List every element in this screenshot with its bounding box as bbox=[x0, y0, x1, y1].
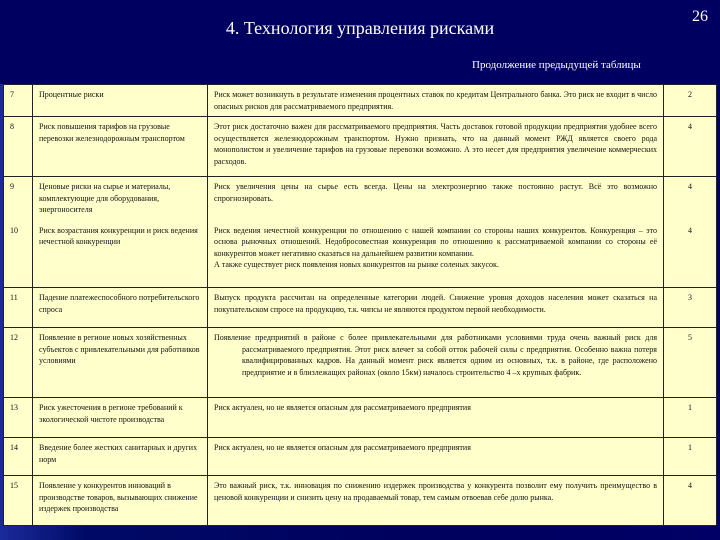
risk-name: Падение платежеспособного потребительского спроса bbox=[33, 288, 208, 328]
row-number: 8 bbox=[4, 117, 33, 177]
risk-score: 5 bbox=[664, 328, 717, 398]
risk-score: 2 bbox=[664, 85, 717, 117]
row-number: 12 bbox=[4, 328, 33, 398]
table-row bbox=[4, 476, 717, 526]
table-row bbox=[4, 85, 717, 117]
table-row bbox=[4, 177, 717, 221]
risk-table bbox=[3, 84, 717, 526]
risk-score: 1 bbox=[664, 398, 717, 438]
risk-description: Риск увеличения цены на сырье есть всегда. Цены на электроэнергию также постоянно растут. Всё это возможно спрогнозировать. bbox=[208, 177, 664, 221]
table-row bbox=[4, 398, 717, 438]
table-row bbox=[4, 117, 717, 177]
table-subtitle: Продолжение предыдущей таблицы bbox=[472, 59, 641, 71]
risk-score: 3 bbox=[664, 288, 717, 328]
risk-description: Выпуск продукта рассчитан на определенные категории людей. Снижение уровня доходов населения может сказаться на покупательском спросе на продукцию, т.к. чипсы не являются продуктом первой необходимости. bbox=[208, 288, 664, 328]
risk-name: Появление у конкурентов инноваций в производстве товаров, вызывающих снижение издержек производства bbox=[33, 476, 208, 526]
table-row bbox=[4, 288, 717, 328]
header-band bbox=[0, 0, 720, 84]
table-row bbox=[4, 328, 717, 398]
risk-description: Появление предприятий в районе с более привлекательными для работниками условиями труда очень важный риск для рассматриваемого предприятия. Этот риск влечет за собой отток рабочей силы с предприятия. Особенно важна потеря квалифицированных кадров. На данный момент риск является одним из основных, т.к. в районе, где расположено предприятие и в близлежащих районах (около 15км) началось строительство 4 –х крупных фабрик. bbox=[208, 328, 664, 398]
risk-score: 4 bbox=[664, 117, 717, 177]
risk-description: Это важный риск, т.к. инновация по снижению издержек производства у конкурента позволит ему получить преимущество в ценовой конкуренции и снизить цену на продаваемый товар, тем самым отвоевав себе долю рынка. bbox=[208, 476, 664, 526]
risk-name: Появление в регионе новых хозяйственных субъектов с привлекательными для работников условиями bbox=[33, 328, 208, 398]
risk-score: 4 bbox=[664, 476, 717, 526]
slide-title: 4. Технология управления рисками bbox=[225, 18, 495, 38]
risk-name: Риск ужесточения в регионе требований к экологической чистоте производства bbox=[33, 398, 208, 438]
risk-description-main: Риск ведения нечестной конкуренции по отношению с нашей компании со стороны наших конкурентов. Конкуренция – это основа рыночных отношений. Недобросовестная конкуренция по отношению к рассматриваемой компании со стороны её конкурентов может негативно сказаться на дальнейшем развитии компании. bbox=[214, 225, 657, 258]
row-number: 14 bbox=[4, 438, 33, 476]
risk-score: 4 bbox=[664, 177, 717, 221]
row-number: 10 bbox=[4, 221, 33, 288]
risk-score: 1 bbox=[664, 438, 717, 476]
row-number: 7 bbox=[4, 85, 33, 117]
risk-score: 4 bbox=[664, 221, 717, 288]
row-number: 15 bbox=[4, 476, 33, 526]
table-row bbox=[4, 221, 717, 288]
risk-description: Этот риск достаточно важен для рассматриваемого предприятия. Часть доставок готовой продукции предприятия удобнее всего осуществляется железнодорожным транспортом. Нужно признать, что на данный момент РЖД является своего рода монополистом и увеличение тарифов на грузовые перевозки возможно. А это несет для предприятия увеличение коммерческих расходов. bbox=[208, 117, 664, 177]
risk-name: Ценовые риски на сырье и материалы, комплектующие для оборудования, энергоносителя bbox=[33, 177, 208, 221]
risk-name: Риск повышения тарифов на грузовые перевозки железнодорожным транспортом bbox=[33, 117, 208, 177]
risk-name: Риск возрастания конкуренции и риск ведения нечестной конкуренции bbox=[33, 221, 208, 288]
risk-description-extra: А также существует риск появления новых конкурентов на рынке соленых закусок. bbox=[214, 260, 499, 269]
risk-description: Риск актуален, но не является опасным для рассматриваемого предприятия bbox=[208, 398, 664, 438]
risk-description: Риск актуален, но не является опасным для рассматриваемого предприятия bbox=[208, 438, 664, 476]
risk-description: Риск может возникнуть в результате изменения процентных ставок по кредитам Центрального банка. Это риск не входит в число опасных рисков для рассматриваемого предприятия. bbox=[208, 85, 664, 117]
row-number: 13 bbox=[4, 398, 33, 438]
risk-description bbox=[208, 221, 664, 288]
risk-name: Процентные риски bbox=[33, 85, 208, 117]
page-number: 26 bbox=[692, 8, 708, 25]
row-number: 11 bbox=[4, 288, 33, 328]
risk-name: Введение более жестких санитарных и других норм bbox=[33, 438, 208, 476]
row-number: 9 bbox=[4, 177, 33, 221]
table-row bbox=[4, 438, 717, 476]
